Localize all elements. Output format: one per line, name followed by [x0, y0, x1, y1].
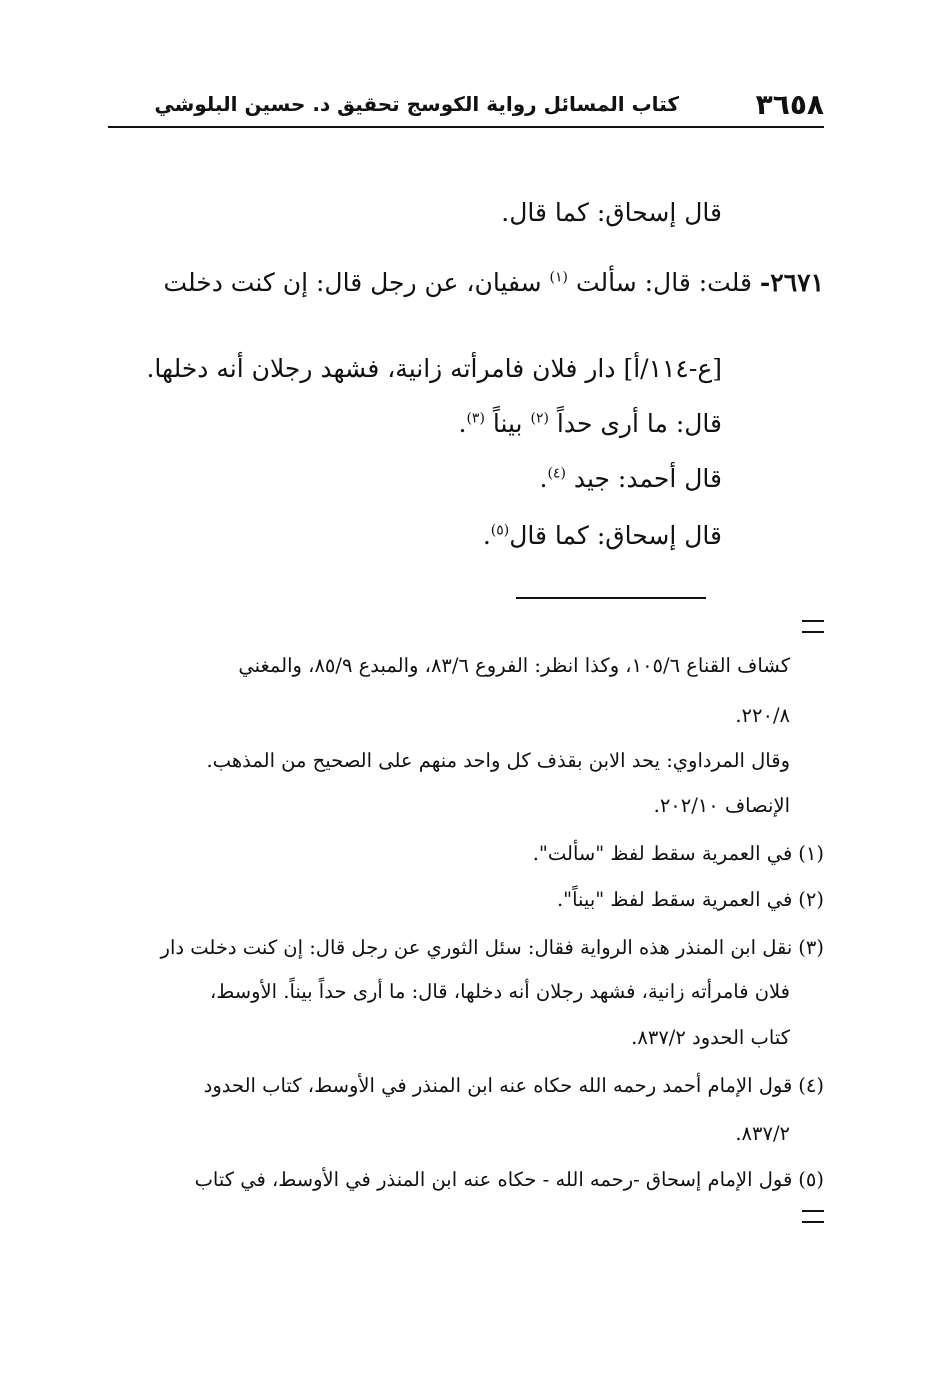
text-line-ishaq: قال إسحاق: كما قال. [501, 198, 722, 227]
footnote-5-number: (٥) [798, 1168, 824, 1191]
footnote-3-number: (٣) [798, 936, 824, 959]
footnote-2-number: (٢) [798, 888, 824, 911]
running-title: كتاب المسائل رواية الكوسج تحقيق د. حسين البلوشي [154, 92, 679, 116]
text-line-ishaq-2: قال إسحاق: كما قال$^{(٥)}$. [482, 521, 722, 550]
page-header [108, 86, 824, 128]
footnote-1 [533, 840, 824, 868]
footnote-3-text-line-2: فلان فامرأته زانية، فشهد رجلان أنه دخلها، قال: ما أرى حداً بيناً. الأوسط، [209, 980, 790, 1003]
footnote-continuation-line-1: كشاف القناع ١٠٥/٦، وكذا انظر: الفروع ٨٣/٦، والمبدع ٨٥/٩، والمغني [238, 654, 790, 677]
footnote-3-text-line-3: كتاب الحدود ٨٣٧/٢. [631, 1026, 790, 1049]
footnote-2 [557, 886, 824, 914]
footnote-continuation-line-2: ٢٢٠/٨. [735, 704, 790, 727]
footnote-separator [516, 597, 706, 599]
continuation-mark-bottom [802, 1210, 824, 1223]
footnote-ref-5: (٥) [490, 522, 510, 539]
footnote-4-text-line-2: ٨٣٧/٢. [735, 1122, 790, 1145]
footnote-ref-4: (٤) [547, 465, 566, 482]
entry-2671-second-line: [ع-١١٤/أ] دار فلان فامرأته زانية، فشهد رجلان أنه دخلها. [146, 354, 722, 383]
footnote-3 [161, 934, 824, 962]
footnote-continuation-line-4: الإنصاف ٢٠٢/١٠. [653, 794, 790, 817]
footnote-3-text-line-1: نقل ابن المنذر هذه الرواية فقال: سئل الثوري عن رجل قال: إن كنت دخلت دار [160, 936, 793, 959]
footnote-ref-2: (٢) [530, 410, 549, 427]
entry-text-cont: سفيان، عن رجل قال: إن كنت دخلت [163, 268, 550, 297]
footnote-ref-1: (١) [549, 269, 569, 286]
footnote-4-text-line-1: قول الإمام أحمد رحمه الله حكاه عنه ابن المنذر في الأوسط، كتاب الحدود [203, 1074, 793, 1097]
entry-text: قلت: قال: سألت [568, 268, 760, 297]
footnote-2-text: في العمرية سقط لفظ "بيناً". [556, 888, 793, 911]
footnote-5 [195, 1166, 824, 1194]
footnote-5-text-line-1: قول الإمام إسحاق -رحمه الله - حكاه عنه ابن المنذر في الأوسط، في كتاب [194, 1168, 793, 1191]
footnote-1-text: في العمرية سقط لفظ "سألت". [532, 842, 793, 865]
footnote-ref-3: (٣) [466, 410, 485, 427]
continuation-mark-top [802, 620, 824, 633]
text-line-qala: قال: ما أرى حداً $^{(٢)}$ بيناً $^{(٣)}$. [458, 409, 722, 438]
footnote-1-number: (١) [798, 842, 824, 865]
footnote-4 [204, 1072, 824, 1100]
text-line-ahmad: قال أحمد: جيد $^{(٤)}$. [539, 464, 722, 493]
footnote-4-number: (٤) [798, 1074, 824, 1097]
entry-number: ٢٦٧١- [759, 268, 824, 297]
page-number: ٣٦٥٨ [755, 88, 824, 121]
entry-2671-first-line [112, 263, 824, 303]
footnote-continuation-line-3: وقال المرداوي: يحد الابن بقذف كل واحد منهم على الصحيح من المذهب. [206, 749, 790, 772]
